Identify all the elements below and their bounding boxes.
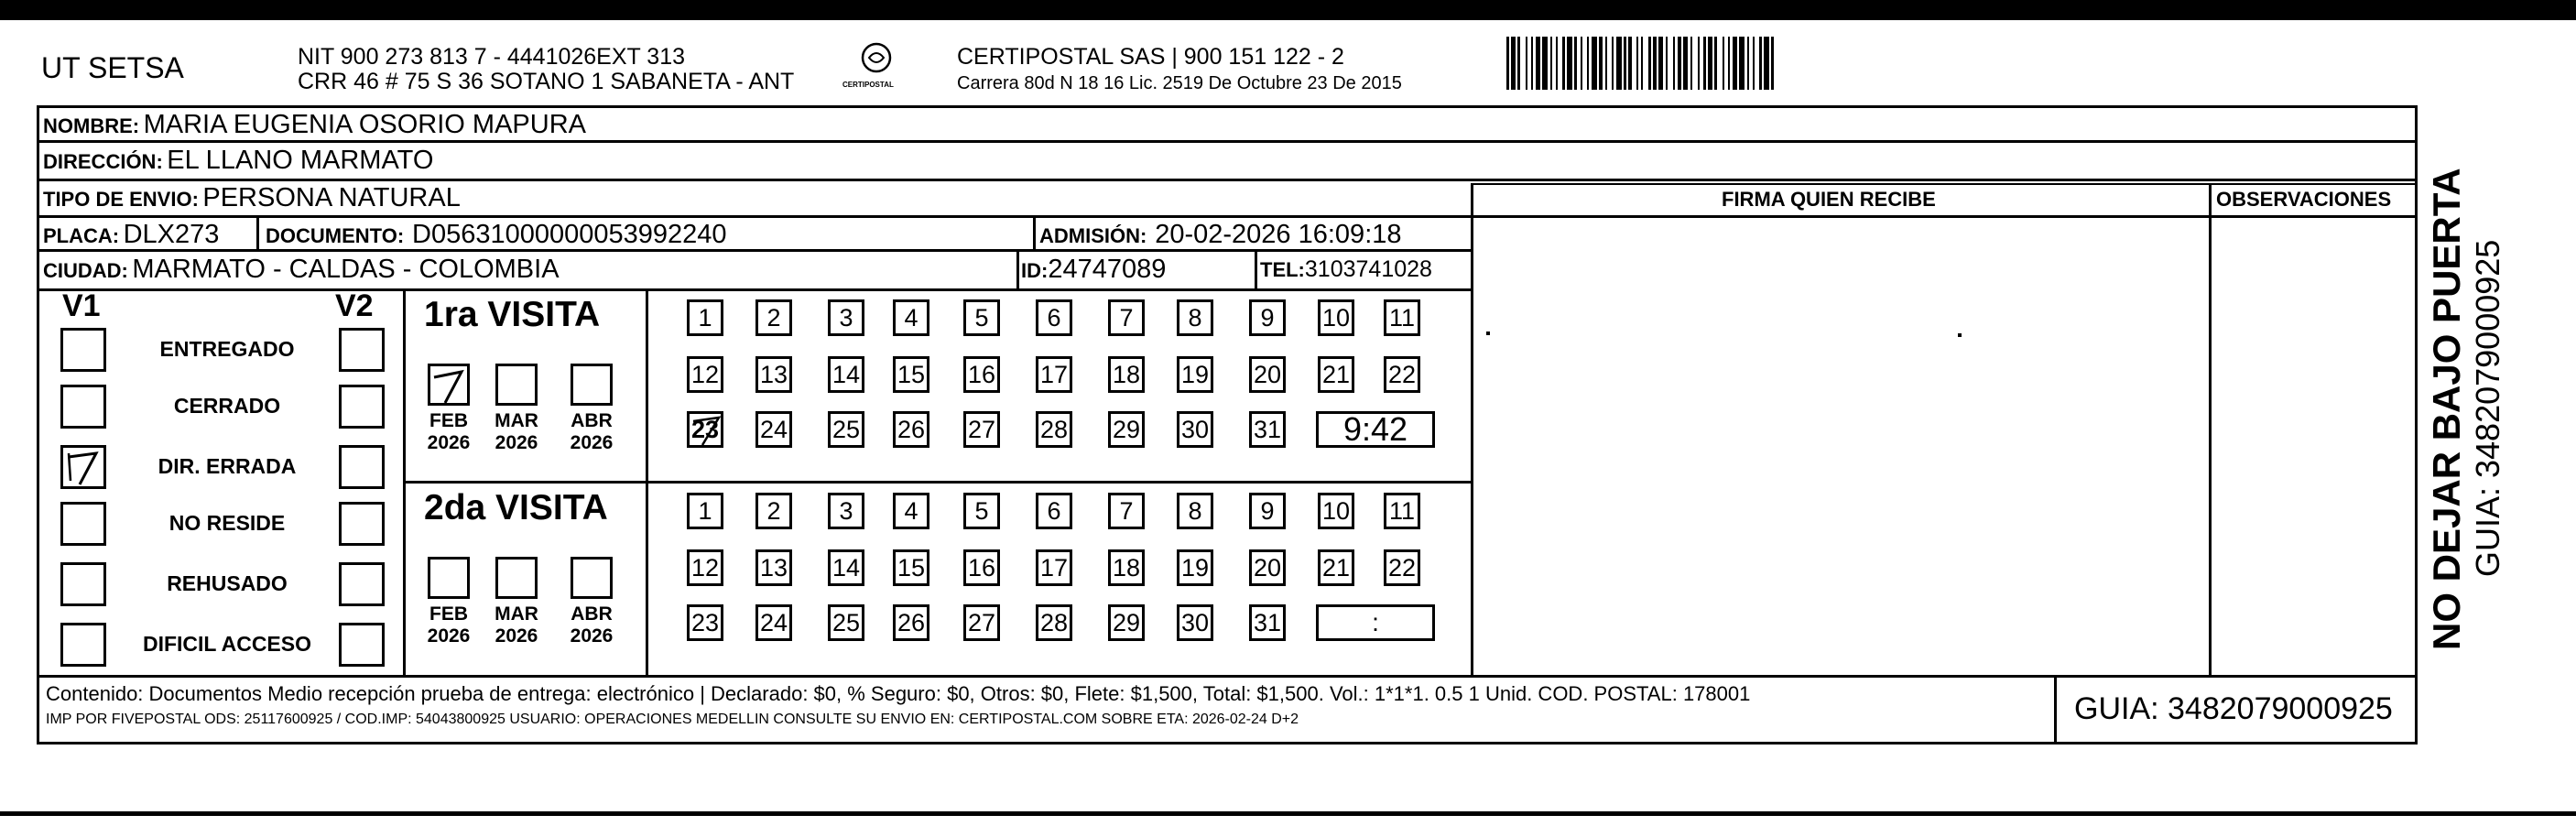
month-label: [491, 410, 542, 454]
day-box[interactable]: 3: [828, 493, 864, 529]
day-box[interactable]: 5: [963, 299, 1000, 336]
day-box[interactable]: 10: [1318, 493, 1354, 529]
day-box[interactable]: 2: [755, 299, 792, 336]
month-checkbox[interactable]: [428, 364, 470, 406]
row-divider: [37, 215, 2418, 218]
certipostal-line2: Carrera 80d N 18 16 Lic. 2519 De Octubre 23 De 2015: [957, 73, 1402, 93]
month-label: [566, 410, 617, 454]
day-box[interactable]: 19: [1177, 549, 1213, 586]
month-checkbox[interactable]: [571, 364, 613, 406]
day-box[interactable]: 8: [1177, 299, 1213, 336]
v2-checkbox[interactable]: [339, 328, 385, 372]
firma-header: FIRMA QUIEN RECIBE: [1722, 188, 1936, 211]
v2-header: V2: [335, 288, 374, 323]
bottom-border-bar: [0, 811, 2576, 816]
day-box[interactable]: 10: [1318, 299, 1354, 336]
day-box[interactable]: 24: [755, 604, 792, 641]
day-box[interactable]: 12: [687, 356, 723, 393]
v1-checkbox[interactable]: [60, 502, 106, 546]
day-box[interactable]: 14: [828, 549, 864, 586]
status-label: DIR. ERRADA: [158, 454, 297, 478]
month-checkbox[interactable]: [495, 557, 538, 599]
day-box[interactable]: 20: [1249, 356, 1286, 393]
col-divider: [1255, 249, 1257, 288]
status-label: DIFICIL ACCESO: [142, 632, 311, 656]
v1-checkbox[interactable]: [60, 623, 106, 667]
day-box[interactable]: 25: [828, 411, 864, 448]
day-box[interactable]: 3: [828, 299, 864, 336]
v2-checkbox[interactable]: [339, 502, 385, 546]
visit-title: 2da VISITA: [424, 488, 608, 527]
month-year: 2026: [495, 625, 538, 647]
visit-divider: [403, 481, 1473, 484]
day-box[interactable]: 14: [828, 356, 864, 393]
row-divider: [37, 179, 2418, 181]
month-name: MAR: [495, 410, 538, 431]
month-checkbox[interactable]: [428, 557, 470, 599]
month-name: FEB: [429, 410, 468, 431]
day-box[interactable]: 4: [893, 493, 929, 529]
footer-imp: IMP POR FIVEPOSTAL ODS: 25117600925 / COD.IMP: 54043800925 USUARIO: OPERACIONES MEDELLIN CONSULTE SU ENVIO EN: CERTIPOSTAL.COM SOBRE ETA: 2026-02-24 D+2: [46, 712, 1299, 727]
day-box[interactable]: 7: [1108, 493, 1145, 529]
month-label: [491, 603, 542, 647]
visit-title: 1ra VISITA: [424, 295, 601, 334]
col-divider: [256, 215, 259, 249]
day-box[interactable]: 22: [1384, 356, 1420, 393]
company-address: CRR 46 # 75 S 36 SOTANO 1 SABANETA - ANT: [298, 69, 795, 94]
direccion-row: DIRECCIÓN: EL LLANO MARMATO: [43, 146, 434, 175]
day-box[interactable]: 31: [1249, 411, 1286, 448]
v1-checkbox[interactable]: [60, 445, 106, 489]
day-box[interactable]: 2: [755, 493, 792, 529]
observaciones-column-divider: [2209, 183, 2212, 675]
day-box[interactable]: 13: [755, 356, 792, 393]
day-box[interactable]: 28: [1036, 604, 1072, 641]
certipostal-logo: [858, 41, 895, 78]
admision-field: ADMISIÓN: 20-02-2026 16:09:18: [1039, 220, 1402, 249]
barcode-bar: [1774, 37, 1777, 90]
v2-checkbox[interactable]: [339, 562, 385, 606]
firma-column-divider: [1471, 183, 1473, 675]
day-box[interactable]: 27: [963, 604, 1000, 641]
nit-line: NIT 900 273 813 7 - 4441026EXT 313: [298, 44, 686, 70]
month-name: ABR: [571, 410, 613, 431]
v1-checkbox[interactable]: [60, 385, 106, 429]
day-box[interactable]: 16: [963, 356, 1000, 393]
month-label: [423, 603, 474, 647]
day-box[interactable]: 4: [893, 299, 929, 336]
col-divider: [1033, 215, 1036, 249]
v1-checkbox[interactable]: [60, 328, 106, 372]
day-box[interactable]: 9: [1249, 493, 1286, 529]
time-box[interactable]: 9:42: [1316, 411, 1435, 448]
month-name: MAR: [495, 603, 538, 625]
day-box[interactable]: 24: [755, 411, 792, 448]
company-name: UT SETSA: [41, 51, 184, 84]
day-box[interactable]: 25: [828, 604, 864, 641]
day-box[interactable]: 22: [1384, 549, 1420, 586]
month-year: 2026: [570, 432, 614, 453]
v2-checkbox[interactable]: [339, 385, 385, 429]
day-box[interactable]: 17: [1036, 356, 1072, 393]
month-year: 2026: [570, 625, 614, 647]
day-box[interactable]: 16: [963, 549, 1000, 586]
top-border-bar: [0, 0, 2576, 20]
ciudad-field: CIUDAD: MARMATO - CALDAS - COLOMBIA: [43, 255, 560, 284]
month-year: 2026: [427, 432, 471, 453]
day-box[interactable]: 6: [1036, 299, 1072, 336]
day-box[interactable]: 29: [1108, 411, 1145, 448]
month-checkbox[interactable]: [495, 364, 538, 406]
time-box[interactable]: :: [1316, 604, 1435, 641]
day-box[interactable]: 31: [1249, 604, 1286, 641]
row-divider: [37, 140, 2418, 143]
v1-header: V1: [62, 288, 101, 323]
row-divider: [37, 675, 2418, 678]
side-guia: GUIA: 3482079000925: [2469, 239, 2506, 577]
day-box[interactable]: 26: [893, 604, 929, 641]
month-checkbox[interactable]: [571, 557, 613, 599]
day-box[interactable]: 23: [687, 411, 723, 448]
certipostal-line1: CERTIPOSTAL SAS | 900 151 122 - 2: [957, 44, 1344, 70]
footer-contenido: Contenido: Documentos Medio recepción prueba de entrega: electrónico | Declarado: $0, % Seguro: $0, Otros: $0, Flete: $1,500, Total: $1,500. Vol.: 1*1*1. 0.5 1 Unid. COD. POSTAL: 178001: [46, 682, 1751, 705]
day-box[interactable]: 5: [963, 493, 1000, 529]
row-divider: [37, 288, 1473, 291]
day-box[interactable]: 29: [1108, 604, 1145, 641]
day-box[interactable]: 11: [1384, 299, 1420, 336]
day-box[interactable]: 15: [893, 549, 929, 586]
day-box[interactable]: 26: [893, 411, 929, 448]
mark-dot: [1958, 333, 1962, 337]
month-name: ABR: [571, 603, 613, 625]
v2-checkbox[interactable]: [339, 445, 385, 489]
month-label: [566, 603, 617, 647]
day-box[interactable]: 21: [1318, 549, 1354, 586]
id-field: ID:24747089: [1021, 255, 1167, 284]
v1-checkbox[interactable]: [60, 562, 106, 606]
day-box[interactable]: 30: [1177, 411, 1213, 448]
day-box[interactable]: 20: [1249, 549, 1286, 586]
footer-guia: GUIA: 3482079000925: [2074, 691, 2393, 726]
month-label: [423, 410, 474, 454]
day-box[interactable]: 12: [687, 549, 723, 586]
status-label: CERRADO: [173, 394, 281, 418]
logo-caption: CERTIPOSTAL: [842, 81, 894, 89]
month-name: FEB: [429, 603, 468, 625]
nombre-row: NOMBRE: MARIA EUGENIA OSORIO MAPURA: [43, 110, 586, 139]
tipo-envio-row: TIPO DE ENVIO: PERSONA NATURAL: [43, 183, 461, 212]
day-box[interactable]: 6: [1036, 493, 1072, 529]
col-divider: [1016, 249, 1019, 288]
status-label: NO RESIDE: [168, 511, 286, 535]
day-box[interactable]: 1: [687, 299, 723, 336]
day-box[interactable]: 18: [1108, 356, 1145, 393]
mark-dot: [1486, 331, 1490, 335]
day-box[interactable]: 15: [893, 356, 929, 393]
status-label: ENTREGADO: [159, 337, 295, 361]
month-year: 2026: [427, 625, 471, 647]
status-label: REHUSADO: [167, 571, 288, 595]
day-box[interactable]: 18: [1108, 549, 1145, 586]
tel-field: TEL:3103741028: [1260, 256, 1432, 282]
v2-checkbox[interactable]: [339, 623, 385, 667]
day-box[interactable]: 9: [1249, 299, 1286, 336]
side-warning: NO DEJAR BAJO PUERTA: [2425, 168, 2468, 650]
documento-field: DOCUMENTO: D05631000000053992240: [266, 220, 727, 249]
col-divider: [2054, 675, 2057, 744]
month-year: 2026: [495, 432, 538, 453]
day-box[interactable]: 28: [1036, 411, 1072, 448]
row-divider: [1473, 183, 2418, 185]
day-box[interactable]: 19: [1177, 356, 1213, 393]
barcode: [1506, 37, 1777, 90]
observaciones-header: OBSERVACIONES: [2216, 188, 2392, 211]
day-box[interactable]: 13: [755, 549, 792, 586]
day-box[interactable]: 27: [963, 411, 1000, 448]
day-box[interactable]: 17: [1036, 549, 1072, 586]
day-box[interactable]: 21: [1318, 356, 1354, 393]
day-box[interactable]: 11: [1384, 493, 1420, 529]
day-box[interactable]: 1: [687, 493, 723, 529]
placa-field: PLACA: DLX273: [43, 220, 220, 249]
day-box[interactable]: 7: [1108, 299, 1145, 336]
day-box[interactable]: 23: [687, 604, 723, 641]
day-box[interactable]: 30: [1177, 604, 1213, 641]
day-box[interactable]: 8: [1177, 493, 1213, 529]
